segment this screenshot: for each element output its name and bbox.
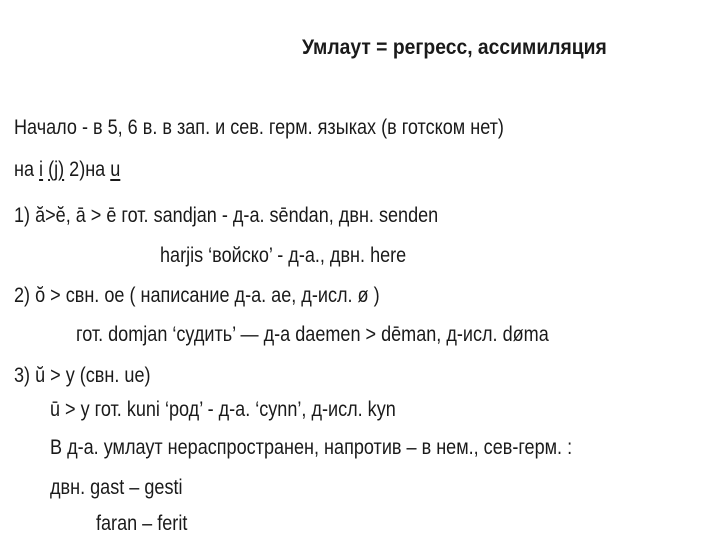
text-line-4: harjis ‘войско’ - д-а., двн. here xyxy=(160,244,407,267)
text-line-10: двн. gast – gesti xyxy=(50,476,183,499)
text-line-1: Начало - в 5, 6 в. в зап. и сев. герм. языках (в готском нет) xyxy=(14,116,504,139)
text-line-2 xyxy=(14,158,120,182)
text-line-3: 1) ă>ĕ, ā > ē гот. sandjan - д-а. sēndan, двн. senden xyxy=(14,204,439,227)
text-line-2-prefix: на xyxy=(14,158,40,181)
text-line-11: faran – ferit xyxy=(96,512,188,535)
text-line-9: В д-а. умлаут нераспространен, напротив – в нем., сев-герм. : xyxy=(50,436,573,459)
text-line-6: гот. domjan ‘судить’ — д-а daemen > dēman, д-исл. døma xyxy=(76,323,549,346)
text-line-5: 2) ŏ > свн. oe ( написание д-а. ae, д-исл. ø ) xyxy=(14,284,380,307)
umlaut-j-underlined: (j) xyxy=(48,158,65,181)
umlaut-u-underlined: u xyxy=(110,158,121,181)
slide-title: Умлаут = регресс, ассимиляция xyxy=(302,36,607,59)
text-line-2-middle: 2)на xyxy=(64,158,111,181)
text-line-8: ū > y гот. kuni ‘род’ - д-а. ‘cynn’, д-исл. kyn xyxy=(50,398,396,421)
text-line-7: 3) ŭ > y (свн. ue) xyxy=(14,364,151,387)
umlaut-i-underlined: i xyxy=(39,158,44,181)
